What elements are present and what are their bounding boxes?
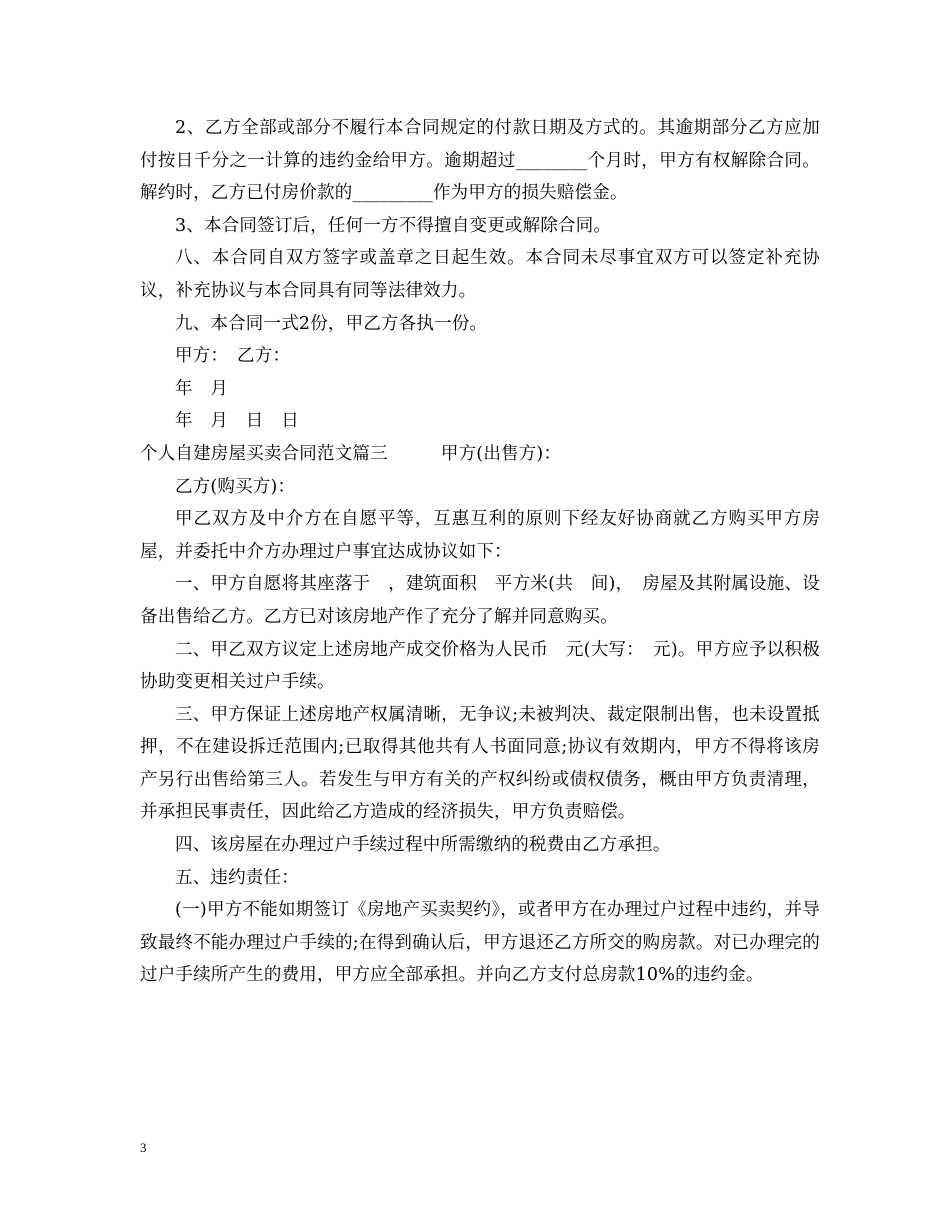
paragraph-late-payment: 2、乙方全部或部分不履行本合同规定的付款日期及方式的。其逾期部分乙方应加付按日千分之一计算的违约金给甲方。逾期超过________个月时，甲方有权解除合同。解约时，乙方已付房价款的_________作为甲方的损失赔偿金。	[140, 118, 820, 204]
clause-5-1: (一)甲方不能如期签订《房地产买卖契约》，或者甲方在办理过户过程中违约，并导致最终不能办理过户手续的;在得到确认后，甲方退还乙方所交的购房款。对已办理完的过户手续所产生的费用，甲方应全部承担。并向乙方支付总房款10%的违约金。	[140, 900, 820, 986]
signature-parties: 甲方： 乙方：	[175, 346, 291, 367]
paragraph-copies: 九、本合同一式2份，甲乙方各执一份。	[175, 313, 488, 334]
clause-1: 一、甲方自愿将其座落于 ，建筑面积 平方米(共 间)， 房屋及其附属设施、设备出售给乙方。乙方已对该房地产作了充分了解并同意购买。	[140, 574, 820, 627]
paragraph-no-change: 3、本合同签订后，任何一方不得擅自变更或解除合同。	[175, 215, 612, 236]
clause-4: 四、该房屋在办理过户手续过程中所需缴纳的税费由乙方承担。	[175, 835, 671, 856]
buyer-line: 乙方(购买方)：	[175, 476, 296, 497]
section-title-seller: 个人自建房屋买卖合同范文篇三 甲方(出售方)：	[140, 443, 562, 464]
clause-3: 三、甲方保证上述房地产权属清晰，无争议;未被判决、裁定限制出售，也未设置抵押，不在建设拆迁范围内;已取得其他共有人书面同意;协议有效期内，甲方不得将该房产另行出售给第三人。若发生与甲方有关的产权纠纷或债权债务，概由甲方负责清理，并承担民事责任，因此给乙方造成的经济损失，甲方负责赔偿。	[140, 704, 820, 823]
clause-2: 二、甲乙双方议定上述房地产成交价格为人民币 元(大写： 元)。甲方应予以积极协助变更相关过户手续。	[140, 639, 820, 693]
clause-5-heading: 五、违约责任：	[175, 867, 299, 888]
document-body	[140, 112, 820, 992]
paragraph-effective: 八、本合同自双方签字或盖章之日起生效。本合同未尽事宜双方可以签定补充协议，补充协议与本合同具有同等法律效力。	[140, 248, 820, 301]
signature-date-2: 年 月 日 日	[175, 411, 299, 432]
signature-date-1: 年 月	[175, 378, 229, 399]
page-number: 3	[140, 1140, 147, 1155]
paragraph-intro: 甲乙双方及中介方在自愿平等，互惠互利的原则下经友好协商就乙方购买甲方房屋，并委托中介方办理过户事宜达成协议如下：	[140, 509, 820, 562]
